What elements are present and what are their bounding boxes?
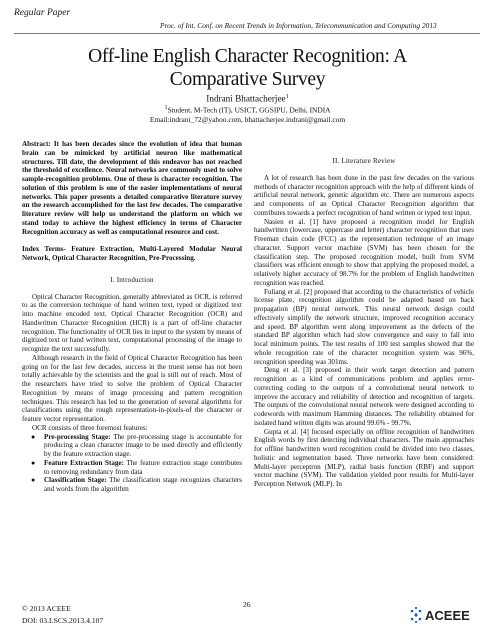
header-divider — [14, 33, 480, 34]
lit-paragraph-5: Gupta et al. [4] focused especially on offline recognition of handwritten English words by first detecting individual characters. The main approaches for offline handwritten word recognition could be divided into two classes, holistic and segmentation based. Three networks have been considered: Multi-layer perceptron (MLP), radial basis function (RBF) and support vector machine (SVM). The validation yielded poor results for Multi-layer Perceptron Network (MLP). In — [254, 427, 474, 488]
lit-paragraph-2: Nasien et al. [1] have proposed a recognition model for English handwritten (lowercase, uppercase and letter) character recognition that uses Freeman chain code (FCC) as the representation technique of an image character. Support vector machine (SVM) has been chosen for the classification step. The proposed recognition model, built from SVM classifiers was efficient enough to show that applying the proposed model, a relatively higher accuracy of 98.7% for the problem of English handwritten recognition was reached. — [254, 217, 474, 287]
left-column — [22, 140, 242, 494]
author-block — [20, 93, 475, 125]
aceee-logo-icon — [407, 605, 479, 625]
intro-paragraph-2: Although research in the field of Optical Character Recognition has been going on for the last few decades, success in the truest sense has not been totally achievable by the scientists and the goal is still out of reach. Most of the researchers have tried to solve the problem of Optical Character Recognition by means of image processing and pattern recognition techniques. This research has led to the generation of several algorithms for classifications using the rough representation-in-pixels-of the character or feature vector representation. — [22, 353, 242, 423]
title-line-1: Off-line English Character Recognition: A — [88, 46, 407, 67]
ocr-features-list — [22, 433, 242, 494]
list-item — [22, 476, 242, 494]
bullet-icon: ● — [31, 432, 36, 441]
literature-review-heading: II. Literature Review — [332, 157, 396, 165]
bullet-icon: ● — [31, 476, 36, 485]
lit-paragraph-4: Deng et al. [3] proposed in their work target detection and pattern recognition as a kind of communications problem and applies error-correcting coding to the outputs of a convolutional neural network to improve the accuracy and reliability of detection and recognition of targets. The outputs of the convolutional neural network were designed according to codewords with maximum Hamming distances. The reliability obtained for isolated hand written digits was around 99.6% - 99.7%. — [254, 366, 474, 427]
list-item-term: Feature Extraction Stage: — [44, 458, 124, 467]
index-terms: Index Terms- Feature Extraction, Multi-Layered Modular Neural Network, Optical Character Recognition, Pre-Processing. — [22, 245, 242, 262]
list-item — [22, 433, 242, 459]
author-superscript: 1 — [285, 94, 289, 100]
list-item-term: Pre-processing Stage: — [44, 432, 111, 441]
affiliation-superscript: 1 — [164, 105, 168, 112]
list-item — [22, 459, 242, 477]
journal-type: Regular Paper — [14, 8, 71, 18]
doi: DOI: 03.LSCS.2013.4.107 — [22, 616, 104, 625]
lit-paragraph-1: A lot of research has been done in the past few decades on the various methods of character recognition approach with the help of different kinds of artificial neural network, genetic algorithm etc. There are numerous aspects and components of an Optical Character Recognition algorithm that contributes towards a perfect recognition of hand written or typed text input. — [254, 173, 474, 217]
proceedings-header: Proc. of Int. Conf. on Recent Trends in Information, Telecommunication and Computing 2013 — [160, 21, 437, 30]
email: Email:indrani_72@yahoo.com, bhattacherjee.indrani@gmail.com — [149, 115, 346, 125]
affiliation: Student, M-Tech (IT), USICT, GGSIPU, Delhi, INDIA — [167, 105, 331, 115]
intro-paragraph-1: Optical Character Recognition, generally abbreviated as OCR, is referred to as the conversion technique of hand written text, typed or digitized text into machine encoded text. Optical Character Recognition (OCR) and Handwritten Character Recognition (HCR) is a part of off-line character recognition. The functionality of OCR lies in input to the system by means of digitized text or hand written text, computational processing of the image to recognize the text successfully. — [22, 292, 242, 353]
list-item-text: The classification stage recognizes characters and words from the algorithm — [44, 476, 242, 493]
author-name: Indrani Bhattacherjee — [206, 93, 286, 104]
abstract: Abstract: It has been decades since the evolution of idea that human brain can be mimicked by artificial neuron like mathematical structures. Till date, the development of this endeavor has not reached the threshold of excellence. Neural networks are commonly used to solve sample-recognition problems. One of these is character recognition. The solution of this problem is one of the easier implementations of neural networks. This paper presents a detailed comparative literature survey on the research accomplished for the last few decades. The comparative literature review will help us understand the platform on which we stand today to achieve the highest efficiency in terms of Character Recognition accuracy as well as computational resource and cost. — [22, 140, 242, 236]
page-number: 26 — [243, 600, 251, 609]
list-item-term: Classification Stage: — [44, 476, 107, 485]
bullet-icon: ● — [31, 458, 36, 467]
introduction-heading: I. Introduction — [110, 275, 154, 284]
copyright: © 2013 ACEEE — [22, 604, 71, 613]
lit-paragraph-3: Fuliang et al. [2] proposed that according to the characteristics of vehicle license plate, recognition algorithm could be adapted based on back propagation (BP) neural network. This neural network design could effectively simplify the network structure, improved recognition accuracy and speed. BP algorithm went along improvement as the defects of the standard BP algorithm which had slow convergence and easy to fall into local minimum points. The test results of 100 test samples showed that the whole recognition rate of the character recognition system was 96%, recognition speeding was 301ms. — [254, 287, 474, 366]
aceee-logo — [407, 605, 479, 625]
list-item-text: The pre-processing stage is accountable for producing a clean character image to be used directly and efficiently by the feature extraction stage. — [44, 432, 242, 458]
list-item-text: The feature extraction stage contributes to removing redundancy from data — [44, 458, 242, 476]
title-line-2: Comparative Survey — [169, 69, 326, 90]
svg-text:ACEEE: ACEEE — [425, 608, 470, 623]
intro-paragraph-3: OCR consists of three foremost features: — [32, 423, 148, 432]
right-column — [254, 157, 474, 489]
paper-title — [20, 45, 475, 91]
